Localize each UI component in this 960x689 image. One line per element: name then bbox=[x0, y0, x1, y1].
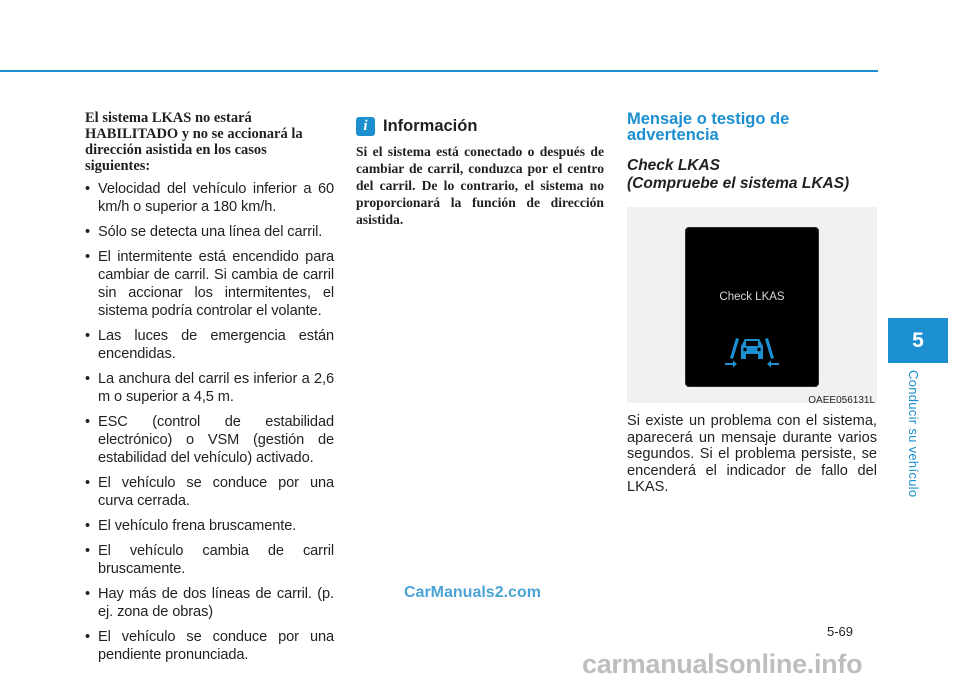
bullet: • bbox=[85, 475, 91, 491]
lkas-lane-assist-icon bbox=[724, 332, 780, 368]
list-item bbox=[85, 248, 334, 320]
list-item bbox=[85, 370, 334, 406]
message-title-line2: (Compruebe el sistema LKAS) bbox=[627, 175, 850, 192]
left-column bbox=[85, 110, 334, 671]
figure-code: OAEE056131L bbox=[808, 395, 875, 406]
watermark-carmanualsonline: carmanualsonline.info bbox=[582, 649, 863, 679]
bullet: • bbox=[85, 543, 91, 559]
info-column bbox=[356, 116, 604, 228]
list-item-text: El intermitente está encendido para cambiar de carril. Si cambia de carril sin accionar los intermitentes, el sistema podría controlar el volante. bbox=[98, 249, 334, 319]
page-number: 5-69 bbox=[827, 624, 854, 639]
message-title bbox=[627, 157, 877, 193]
list-item bbox=[85, 542, 334, 578]
list-item bbox=[85, 327, 334, 363]
list-item bbox=[85, 413, 334, 467]
list-item-text: La anchura del carril es inferior a 2,6 m o superior a 4,5 m. bbox=[98, 371, 334, 405]
watermark-carmanuals2: CarManuals2.com bbox=[404, 584, 541, 601]
section-title: Mensaje o testigo de advertencia bbox=[627, 110, 790, 144]
bullet: • bbox=[85, 328, 91, 344]
bullet: • bbox=[85, 629, 91, 645]
list-item-text: Hay más de dos líneas de carril. (p. ej. zona de obras) bbox=[98, 586, 334, 620]
cluster-message: Check LKAS bbox=[719, 291, 785, 303]
list-item-text: El vehículo se conduce por una pendiente pronunciada. bbox=[98, 629, 334, 663]
info-title: Información bbox=[383, 116, 478, 135]
list-item-text: ESC (control de estabilidad electrónico) o VSM (gestión de estabilidad del vehículo) activado. bbox=[98, 414, 334, 466]
list-item bbox=[85, 180, 334, 216]
info-icon: i bbox=[356, 117, 375, 136]
list-item-text: El vehículo frena bruscamente. bbox=[98, 518, 297, 534]
bullet: • bbox=[85, 181, 91, 197]
list-item-text: El vehículo cambia de carril bruscamente. bbox=[98, 543, 334, 577]
list-item bbox=[85, 474, 334, 510]
cluster-display bbox=[685, 227, 819, 387]
list-item bbox=[85, 585, 334, 621]
chapter-label: Conducir su vehículo bbox=[906, 370, 921, 498]
info-body: Si el sistema está conectado o después de cambiar de carril, conduzca por el centro del carril. De lo contrario, el sistema no proporcionará la función de dirección asistida. bbox=[356, 144, 604, 227]
list-item bbox=[85, 628, 334, 664]
header-rule bbox=[0, 70, 878, 72]
cluster-figure bbox=[627, 207, 877, 406]
bullet: • bbox=[85, 414, 91, 430]
lkas-conditions-list bbox=[85, 180, 334, 664]
bullet: • bbox=[85, 224, 91, 240]
warning-column bbox=[627, 111, 877, 496]
lkas-conditions-intro: El sistema LKAS no estará HABILITADO y no se accionará la dirección asistida en los casos siguientes: bbox=[85, 110, 303, 174]
bullet: • bbox=[85, 518, 91, 534]
list-item bbox=[85, 223, 334, 241]
message-title-line1: Check LKAS bbox=[627, 157, 721, 174]
chapter-number-tab: 5 bbox=[888, 318, 948, 363]
list-item-text: Las luces de emergencia están encendidas. bbox=[98, 328, 334, 362]
bullet: • bbox=[85, 586, 91, 602]
list-item-text: El vehículo se conduce por una curva cerrada. bbox=[98, 475, 334, 509]
list-item bbox=[85, 517, 334, 535]
info-header bbox=[356, 116, 604, 136]
list-item-text: Sólo se detecta una línea del carril. bbox=[98, 224, 323, 240]
warning-description: Si existe un problema con el sistema, aparecerá un mensaje durante varios segundos. Si el problema persiste, se encenderá el indicador de fallo del LKAS. bbox=[627, 413, 877, 495]
bullet: • bbox=[85, 371, 91, 387]
list-item-text: Velocidad del vehículo inferior a 60 km/h o superior a 180 km/h. bbox=[98, 181, 334, 215]
bullet: • bbox=[85, 249, 91, 265]
